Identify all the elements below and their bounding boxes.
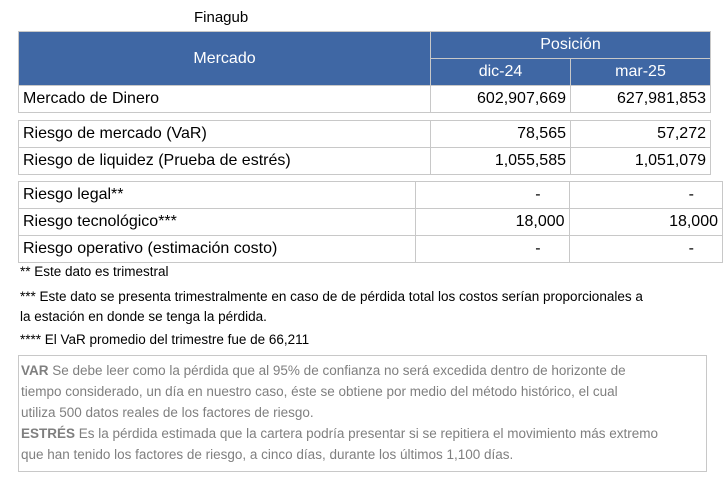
- row-label: Mercado de Dinero: [19, 86, 431, 113]
- row-label: Riesgo de mercado (VaR): [19, 121, 431, 148]
- row-value-mar-25: 1,051,079: [571, 148, 711, 175]
- stress-text: Es la pérdida estimada que la cartera podría presentar si se repitiera el movimiento más extremo: [75, 426, 659, 441]
- table-row: [19, 148, 711, 175]
- header-mar-25: mar-25: [571, 59, 711, 86]
- footnote-quarterly: ** Este dato es trimestral: [20, 264, 169, 279]
- row-value-mar-25: -: [569, 236, 722, 263]
- header-market: Mercado: [19, 32, 431, 86]
- footnote-tech-line2: la estación en donde se tenga la pérdida.: [20, 309, 267, 324]
- table-row: [19, 236, 723, 263]
- row-value-dic-24: 602,907,669: [431, 86, 571, 113]
- footnote-tech-line1: *** Este dato se presenta trimestralmente en caso de de pérdida total los costos serían proporcionales a: [20, 289, 643, 304]
- table-row: [19, 86, 711, 113]
- row-value-dic-24: 1,055,585: [431, 148, 571, 175]
- footnote-var-average: **** El VaR promedio del trimestre fue de 66,211: [20, 332, 310, 347]
- entity-title: Finagub: [194, 9, 249, 26]
- positions-table-main: [18, 31, 711, 113]
- var-term: VAR: [21, 363, 49, 378]
- row-label: Riesgo operativo (estimación costo): [19, 236, 416, 263]
- row-value-dic-24: -: [416, 236, 569, 263]
- row-value-dic-24: -: [416, 182, 569, 209]
- stress-term: ESTRÉS: [21, 426, 76, 441]
- row-value-mar-25: 627,981,853: [571, 86, 711, 113]
- table-row: [19, 182, 723, 209]
- definition-stress-line1: [21, 423, 706, 444]
- definition-var-line1: [21, 360, 706, 381]
- row-value-mar-25: 18,000: [569, 209, 722, 236]
- var-text: Se debe leer como la pérdida que al 95% de confianza no será excedida dentro de horizonte de: [48, 363, 626, 378]
- row-value-mar-25: 57,272: [571, 121, 711, 148]
- header-dic-24: dic-24: [431, 59, 571, 86]
- definitions-box: [18, 355, 707, 472]
- row-label: Riesgo legal**: [19, 182, 416, 209]
- table-row: [19, 209, 723, 236]
- definition-stress-line2: que han tenido los factores de riesgo, a cinco días, durante los últimos 1,100 días.: [21, 447, 514, 462]
- positions-table-risks: [18, 120, 711, 175]
- definition-var-line2: tiempo considerado, un día en nuestro caso, éste se obtiene por medio del método histórico, el cual: [21, 384, 618, 399]
- row-value-mar-25: -: [569, 182, 722, 209]
- table-row: [19, 121, 711, 148]
- header-position: Posición: [431, 32, 711, 59]
- row-value-dic-24: 78,565: [431, 121, 571, 148]
- row-value-dic-24: 18,000: [416, 209, 569, 236]
- row-label: Riesgo tecnológico***: [19, 209, 416, 236]
- positions-table-other-risks: [18, 181, 723, 263]
- row-label: Riesgo de liquidez (Prueba de estrés): [19, 148, 431, 175]
- definition-var-line3: utiliza 500 datos reales de los factores de riesgo.: [21, 405, 314, 420]
